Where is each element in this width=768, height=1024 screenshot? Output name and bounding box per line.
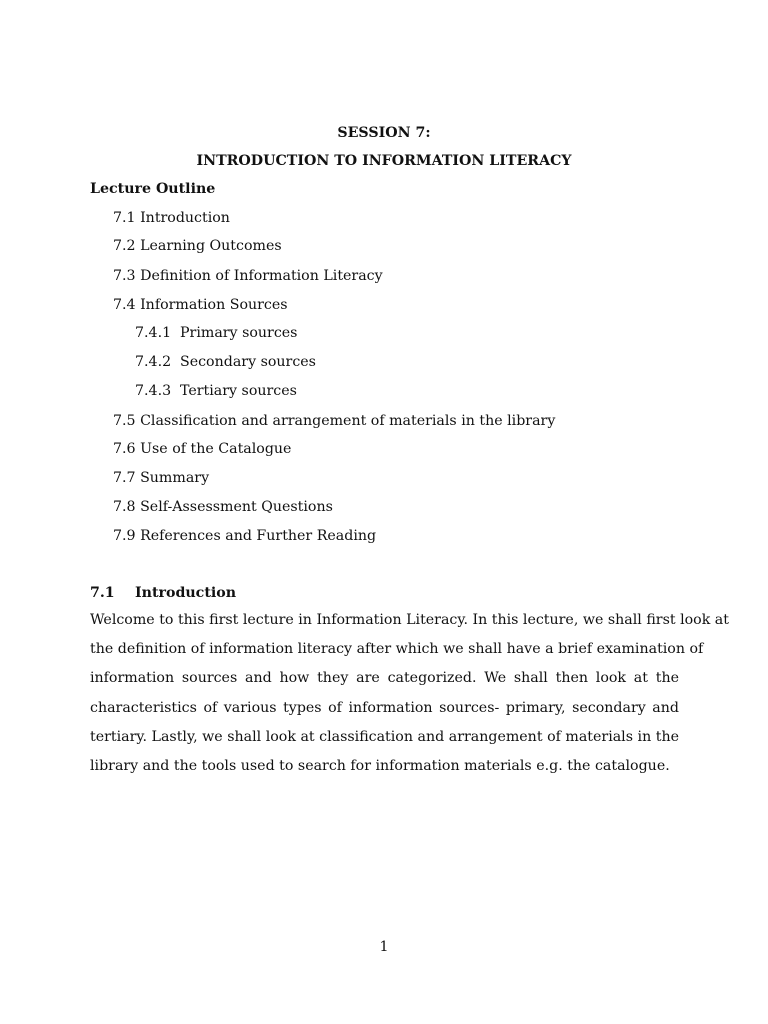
- outline-item: 7.2 Learning Outcomes: [113, 238, 282, 254]
- page-number: 1: [379, 939, 389, 955]
- paragraph-line: tertiary. Lastly, we shall look at classification and arrangement of materials in the: [90, 728, 679, 745]
- outline-subitem: [135, 323, 297, 343]
- paragraph-line: Welcome to this first lecture in Information Literacy. In this lecture, we shall first look at: [90, 612, 729, 628]
- section-number: 7.1: [90, 585, 115, 601]
- outline-subitem-label: Primary sources: [180, 325, 298, 341]
- outline-subitem: [135, 352, 316, 372]
- outline-item: 7.7 Summary: [113, 470, 210, 486]
- paragraph-line: the definition of information literacy after which we shall have a brief examination of: [90, 641, 704, 658]
- outline-subitem-label: Secondary sources: [180, 354, 316, 370]
- outline-subitem-number: 7.4.3: [135, 383, 172, 399]
- introduction-paragraph: [90, 606, 729, 781]
- lecture-outline-heading: Lecture Outline: [90, 181, 216, 197]
- paragraph-line: information sources and how they are categorized. We shall then look at the: [90, 670, 679, 687]
- outline-item: 7.5 Classification and arrangement of materials in the library: [113, 413, 556, 429]
- outline-item: 7.8 Self-Assessment Questions: [113, 499, 333, 515]
- outline-subitem-number: 7.4.1: [135, 325, 172, 341]
- session-title: INTRODUCTION TO INFORMATION LITERACY: [196, 153, 572, 169]
- section-heading: [90, 583, 236, 603]
- outline-subitem-number: 7.4.2: [135, 354, 172, 370]
- session-label: SESSION 7:: [337, 125, 431, 141]
- outline-subitem-label: Tertiary sources: [180, 383, 297, 399]
- paragraph-line: library and the tools used to search for information materials e.g. the catalogue.: [90, 757, 670, 774]
- outline-subitem: [135, 381, 297, 401]
- outline-item: 7.3 Definition of Information Literacy: [113, 268, 383, 284]
- outline-item: 7.6 Use of the Catalogue: [113, 441, 292, 457]
- paragraph-line: characteristics of various types of information sources- primary, secondary and: [90, 699, 679, 716]
- outline-item: 7.1 Introduction: [113, 210, 230, 226]
- outline-item: 7.9 References and Further Reading: [113, 528, 377, 544]
- outline-item: 7.4 Information Sources: [113, 297, 288, 313]
- section-title: Introduction: [135, 585, 237, 601]
